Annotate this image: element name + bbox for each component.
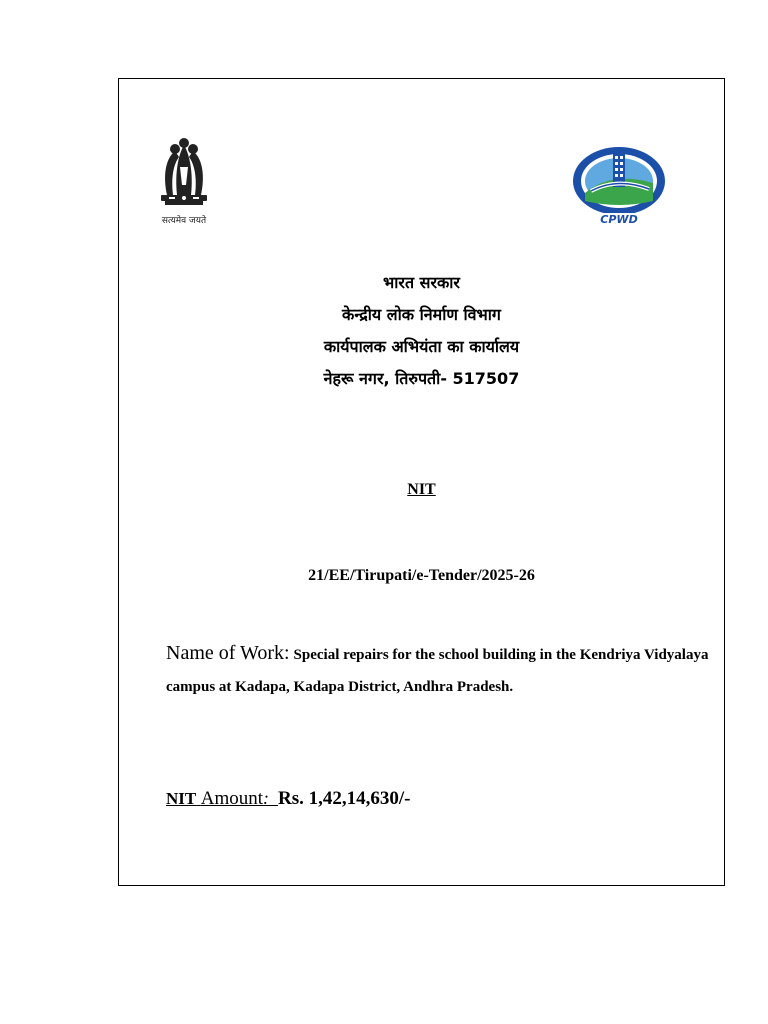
cpwd-logo-icon [571, 141, 667, 227]
nit-heading: NIT [407, 481, 436, 498]
tender-reference-number: 21/EE/Tirupati/e-Tender/2025-26 [308, 567, 535, 584]
office-line-department: केन्द्रीय लोक निर्माण विभाग [342, 305, 501, 324]
nit-amount [166, 788, 411, 810]
work-label: Name of Work: [166, 642, 290, 664]
amount-label-prefix: NIT [166, 789, 197, 808]
amount-label-word: Amount [200, 788, 264, 809]
cpwd-logo-text: CPWD [600, 213, 638, 226]
office-line-address: नेहरू नगर, तिरुपती- 517507 [323, 369, 520, 388]
emblem-motto: सत्यमेव जयते [161, 216, 207, 226]
office-line-office: कार्यपालक अभियंता का कार्यालय [323, 337, 520, 356]
amount-label [166, 788, 278, 808]
office-address-block [119, 267, 724, 395]
name-of-work [166, 637, 711, 703]
work-description: Special repairs for the school building in the Kendriya Vidyalaya campus at Kadapa, Kadapa District, Andhra Pradesh. [166, 647, 709, 695]
office-line-government: भारत सरकार [383, 273, 460, 292]
national-emblem-icon [155, 137, 213, 227]
amount-label-suffix: : [263, 788, 270, 808]
document-page [118, 78, 725, 886]
amount-value: Rs. 1,42,14,630/- [278, 788, 411, 809]
